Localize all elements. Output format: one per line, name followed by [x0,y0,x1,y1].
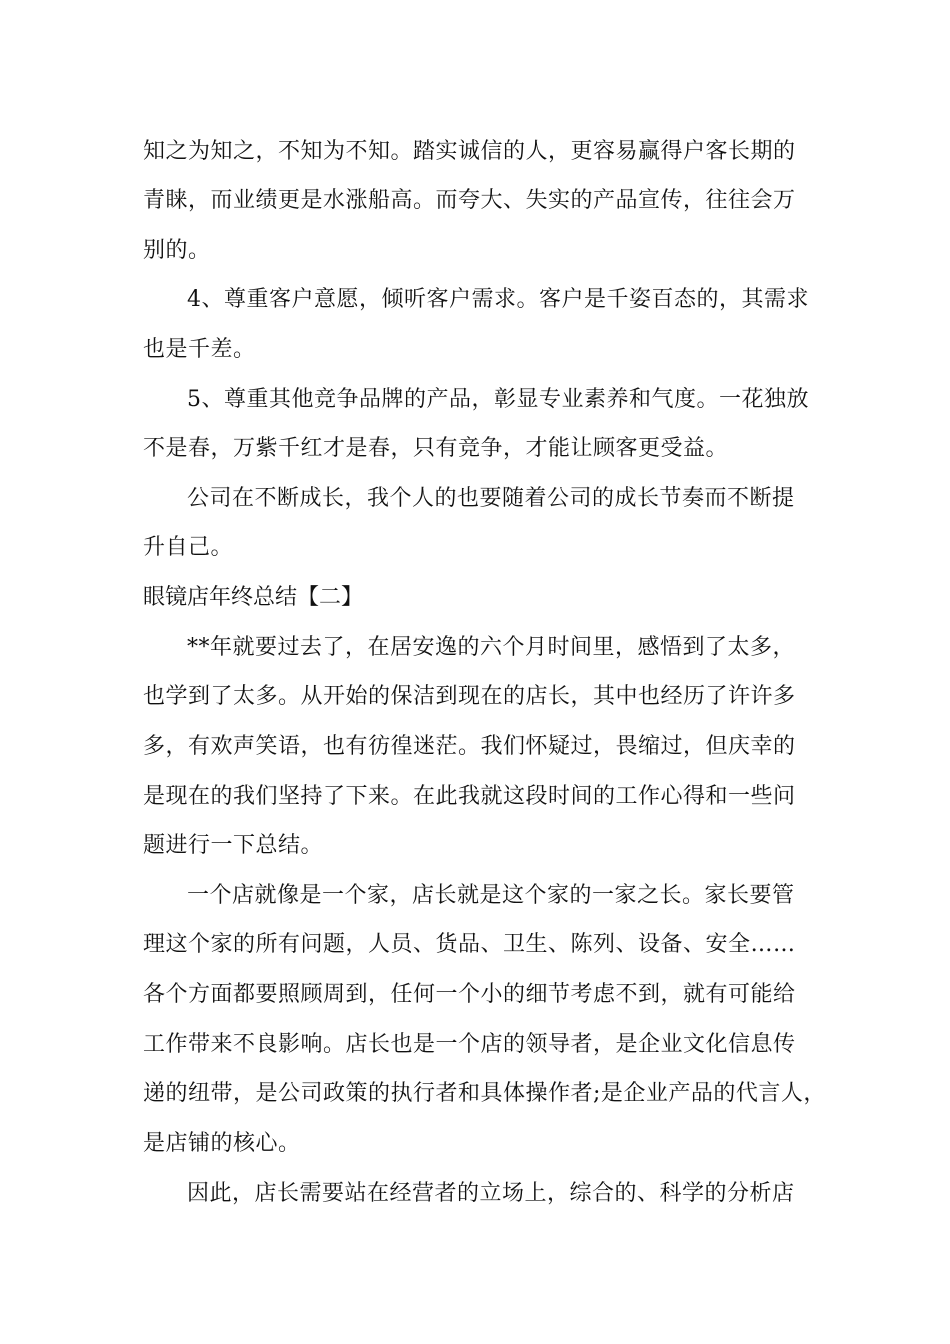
text-line: 题进行一下总结。 [143,833,324,858]
text-line: 升自己。 [143,535,234,560]
text-line: 递的纽带，是公司政策的执行者和具体操作者;是企业产品的代言人， [143,1081,826,1106]
section-heading: 眼镜店年终总结【二】 [143,585,364,610]
text-line: 是现在的我们坚持了下来。在此我就这段时间的工作心得和一些问 [143,784,796,809]
text-line: 别的。 [143,238,211,263]
text-line: 各个方面都要照顾周到，任何一个小的细节考虑不到，就有可能给 [143,982,796,1007]
text-line: 因此，店长需要站在经营者的立场上，综合的、科学的分析店 [187,1181,795,1206]
text-line: **年就要过去了，在居安逸的六个月时间里，感悟到了太多， [187,635,796,660]
text-line: 理这个家的所有问题，人员、货品、卫生、陈列、设备、安全…… [143,932,796,957]
text-line: 不是春，万紫千红才是春，只有竞争，才能让顾客更受益。 [143,436,729,461]
text-line: 青睐，而业绩更是水涨船高。而夸大、失实的产品宣传，往往会万 [143,188,796,213]
text-line: 一个店就像是一个家，店长就是这个家的一家之长。家长要管 [187,883,795,908]
text-line: 工作带来不良影响。店长也是一个店的领导者，是企业文化信息传 [143,1032,796,1057]
text-line: 也学到了太多。从开始的保洁到现在的店长，其中也经历了许许多 [143,684,796,709]
text-line: 公司在不断成长，我个人的也要随着公司的成长节奏而不断提 [187,486,795,511]
text-line: 也是千差。 [143,337,256,362]
text-line: 5、尊重其他竞争品牌的产品，彰显专业素养和气度。一花独放 [187,387,809,412]
text-line: 多，有欢声笑语，也有彷徨迷茫。我们怀疑过，畏缩过，但庆幸的 [143,734,796,759]
text-line: 4、尊重客户意愿，倾听客户需求。客户是千姿百态的，其需求 [187,287,809,312]
text-line: 是店铺的核心。 [143,1131,301,1156]
text-line: 知之为知之，不知为不知。踏实诚信的人，更容易赢得户客长期的 [143,139,796,164]
